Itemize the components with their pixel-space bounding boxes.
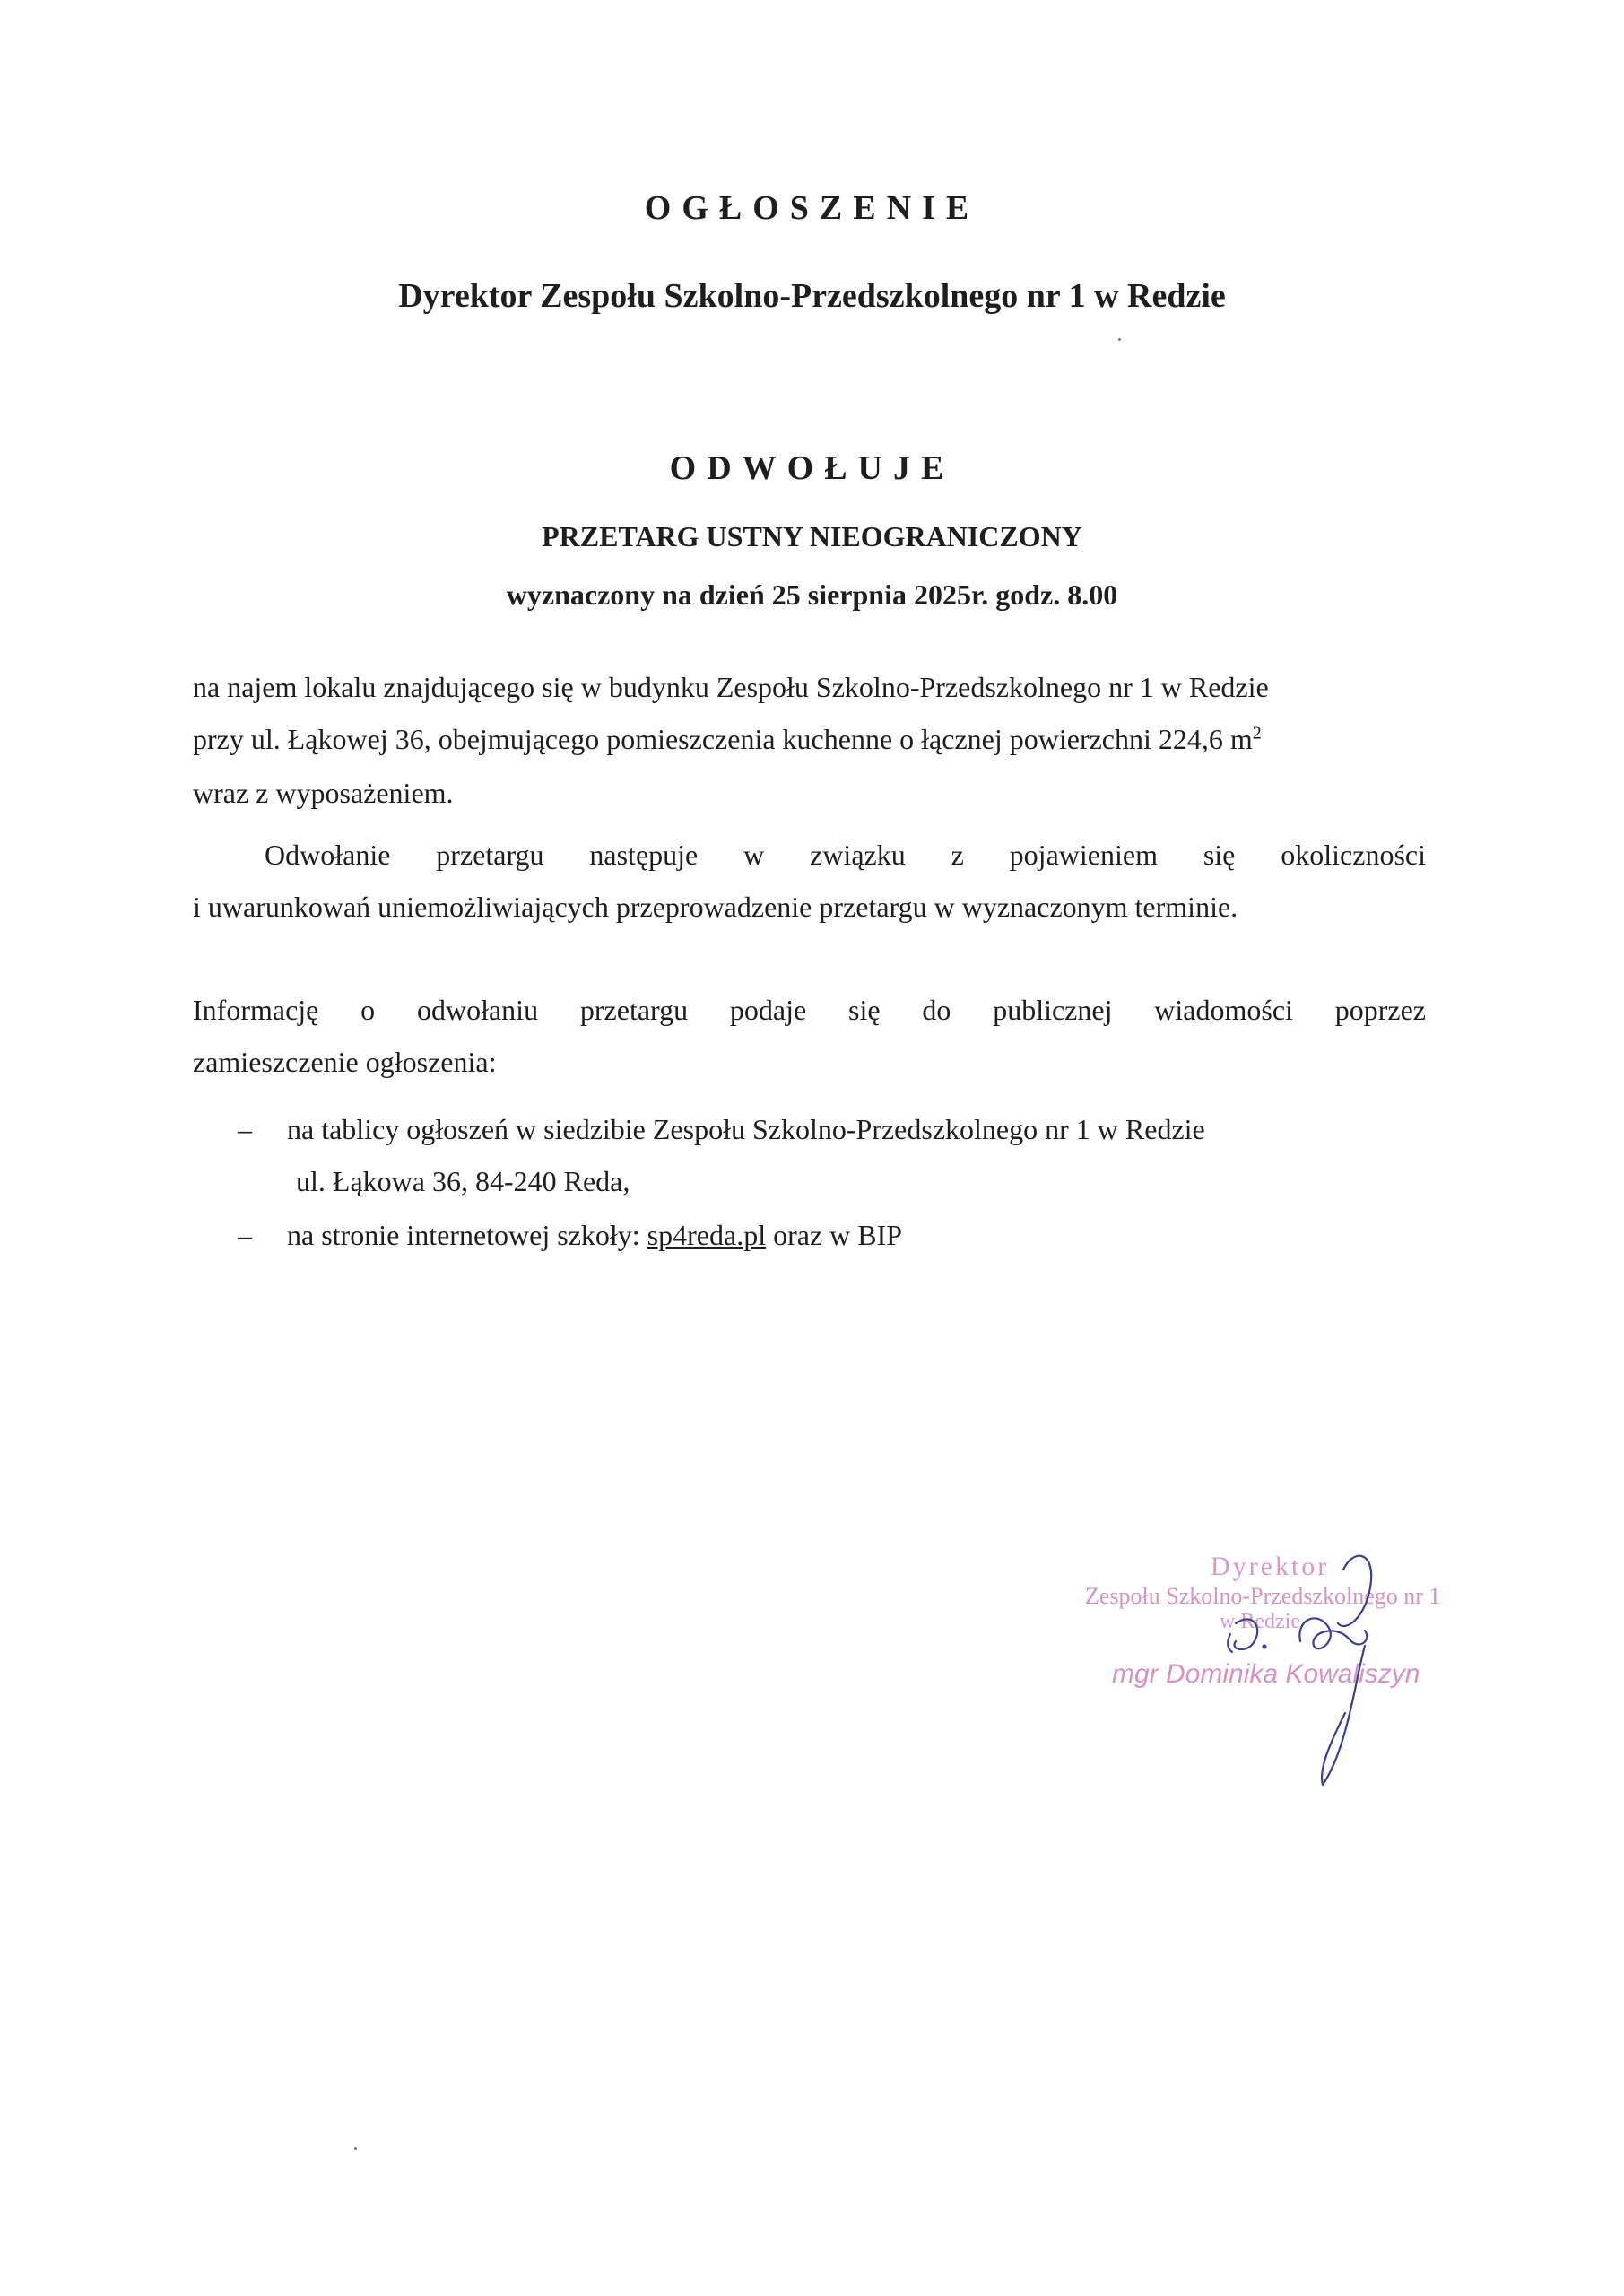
publication-list — [193, 1106, 1426, 1258]
paragraph-publication — [193, 987, 1426, 1085]
area-text: przy ul. Łąkowej 36, obejmującego pomieszczenia kuchenne o łącznej powierzchni 224,6 m — [193, 723, 1253, 755]
list-item-text — [287, 1212, 902, 1258]
stamp-title: Dyrektor — [1211, 1552, 1330, 1581]
document-title: OGŁOSZENIE — [644, 189, 980, 227]
address-text: ul. Łąkowa 36, 84-240 Reda, — [296, 1165, 630, 1197]
list-item-continuation — [193, 1158, 1426, 1212]
stamp-name: mgr Dominika Kowaliszyn — [1112, 1659, 1420, 1689]
list-item-suffix: oraz w BIP — [766, 1219, 903, 1251]
handwritten-signature — [1130, 1534, 1471, 1821]
paragraph-cancellation-reason — [193, 831, 1426, 930]
paragraph-line: Informację o odwołaniu przetargu podaje się do publicznej wiadomości poprzez — [193, 994, 1426, 1026]
director-stamp — [1076, 1534, 1489, 1821]
paragraph-tender-subject — [193, 664, 1426, 816]
scan-speck — [354, 2147, 357, 2150]
paragraph-line: na najem lokalu znajdującego się w budynku Zespołu Szkolno-Przedszkolnego nr 1 w Redzie — [193, 671, 1269, 703]
stamp-institution: Zespołu Szkolno-Przedszkolnego nr 1 — [1085, 1583, 1441, 1609]
paragraph-line: Odwołanie przetargu następuje w związku z pojawieniem się okoliczności — [265, 839, 1426, 871]
paragraph-line: zamieszczenie ogłoszenia: — [193, 1046, 497, 1078]
paragraph-line: i uwarunkowań uniemożliwiających przeprowadzenie przetargu w wyznaczonym terminie. — [193, 891, 1238, 923]
area-unit-superscript: 2 — [1252, 723, 1262, 744]
list-item — [193, 1106, 1426, 1158]
scan-speck — [1118, 338, 1121, 341]
list-dash: – — [238, 1219, 252, 1251]
tender-date: wyznaczony na dzień 25 sierpnia 2025r. godz. 8.00 — [506, 578, 1118, 611]
paragraph-line: wraz z wyposażeniem. — [193, 777, 454, 809]
action-heading: ODWOŁUJE — [669, 449, 955, 487]
list-item-prefix: na stronie internetowej szkoły: — [287, 1219, 647, 1251]
list-item-text: na tablicy ogłoszeń w siedzibie Zespołu Szkolno-Przedszkolnego nr 1 w Redzie — [287, 1113, 1205, 1145]
issuer-heading: Dyrektor Zespołu Szkolno-Przedszkolnego nr 1 w Redzie — [398, 277, 1226, 315]
stamp-location: w Redzie — [1220, 1610, 1300, 1633]
list-item — [193, 1212, 1426, 1258]
paragraph-line — [193, 710, 1426, 770]
tender-type: PRZETARG USTNY NIEOGRANICZONY — [542, 520, 1082, 552]
school-website-link[interactable]: sp4reda.pl — [647, 1219, 767, 1251]
list-dash: – — [238, 1113, 252, 1145]
